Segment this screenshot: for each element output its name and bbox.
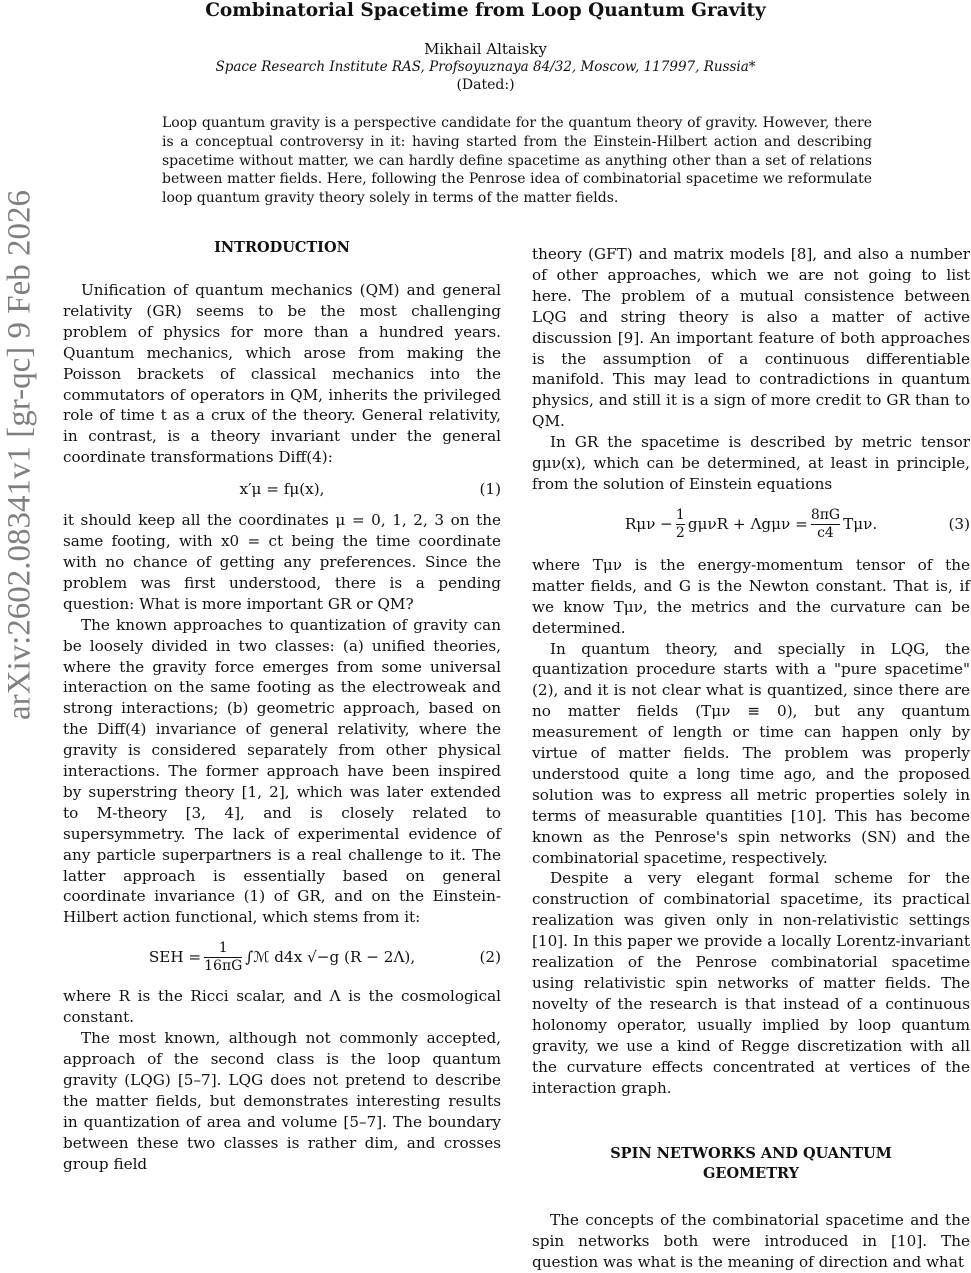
fraction-denominator: 16πG [204,957,243,974]
paragraph: where Tμν is the energy-momentum tensor of the matter fields, and G is the Newton constant. That is, if we know Tμν, the metrics and the curvature can be determined. [532,555,970,637]
right-column [532,244,970,1273]
paragraph: Despite a very elegant formal scheme for the construction of combinatorial spacetime, its practical realization was given only in non-relativistic settings [10]. In this paper we provide a locally Lorentz-invariant realization of the Penrose combinatorial spacetime using relativistic spin networks of matter fields. The novelty of the research is that instead of a continuous holonomy operator, usually implied by loop quantum gravity, we use a kind of Regge discretization with all the curvature effects concentrated at vertices of the interaction graph. [532,869,970,1097]
equation-middle: gμνR + Λgμν = [687,515,808,534]
fraction-numerator: 1 [675,507,685,524]
section-heading-introduction: INTRODUCTION [214,239,350,256]
equation-lhs: SEH = [148,947,202,966]
fraction-denominator: c4 [817,525,834,542]
paragraph: The known approaches to quantization of gravity can be loosely divided in two classes: (a) unified theories, where the gravity force emerges from some universal interaction on the same footing as the electroweak and strong interactions; (b) geometric approach, based on the Diff(4) invariance of general relativity, where the gravity is considered separately from other physical interactions. The former approach have been inspired by superstring theory [1, 2], which was later extended to M-theory [3, 4], and is closely related to supersymmetry. The lack of experimental evidence of any particle superpartners is a real challenge to it. The latter approach is essentially based on general coordinate invariance (1) of GR, and on the Einstein-Hilbert action functional, which stems from it: [63,615,501,927]
left-column [63,238,501,1174]
paragraph: The most known, although not commonly accepted, approach of the second class is the loop quantum gravity (LQG) [5–7]. LQG does not pretend to describe the matter fields, but demonstrates interesting results in quantization of area and volume [5–7]. The boundary between these two classes is rather dim, and crosses group field [63,1029,501,1173]
equation-rhs: ∫ℳ d4x √−g (R − 2Λ), [245,947,416,966]
equation-fraction [204,940,242,975]
fraction-denominator: 2 [675,525,685,542]
equation-number: (1) [479,479,501,498]
paragraph: theory (GFT) and matrix models [8], and also a number of other approaches, which we are not going to list here. The problem of a mutual consistence between LQG and string theory is also a matter of active discussion [9]. An important feature of both approaches is the assumption of a continuous differentiable manifold. This may lead to contradictions in quantum physics, and still it is a sign of more credit to GR than to QM. [532,245,970,431]
equation-body: x′μ = fμ(x), [239,479,325,498]
equation-rhs: Tμν. [843,515,878,534]
fraction-numerator: 8πG [810,507,841,524]
paragraph: Unification of quantum mechanics (QM) and general relativity (GR) seems to be the most challenging problem of physics for more than a hundred years. Quantum mechanics, which arose from making the Poisson brackets of classical mechanics into the commutators of operators in QM, inherits the privileged role of time t as a crux of the theory. General relativity, in contrast, is a theory invariant under the general coordinate transformations Diff(4): [63,281,501,467]
equation-lhs: Rμν − [624,515,673,534]
paragraph: where R is the Ricci scalar, and Λ is the cosmological constant. [63,987,501,1027]
abstract: Loop quantum gravity is a perspective candidate for the quantum theory of gravity. However, there is a conceptual controversy in it: having started from the Einstein-Hilbert action and describing spacetime without matter, we can hardly define spacetime as anything other than a set of relations between matter fields. Here, following the Penrose idea of combinatorial spacetime we reformulate loop quantum gravity theory solely in terms of the matter fields. [162,115,872,207]
equation-number: (2) [479,947,501,966]
dated-line: (Dated:) [456,77,515,93]
paragraph: In GR the spacetime is described by metric tensor gμν(x), which can be determined, at least in principle, from the solution of Einstein equations [532,433,970,493]
paper-title: Combinatorial Spacetime from Loop Quantum Gravity [205,0,766,21]
paragraph: The concepts of the combinatorial spacetime and the spin networks both were introduced in [10]. The question was what is the meaning of direction and what [532,1211,970,1272]
fraction-numerator: 1 [218,939,228,956]
arxiv-identifier: arXiv:2602.08341v1 [gr-qc] 9 Feb 2026 [1,190,38,720]
paragraph: it should keep all the coordinates μ = 0, 1, 2, 3 on the same footing, with x0 = ct being the time coordinate with no chance of getting any preferences. Since the problem was first understood, there is a pending question: What is more important GR or QM? [63,511,501,613]
section-heading-spin-networks: SPIN NETWORKS AND QUANTUM GEOMETRY [610,1145,892,1183]
equation-fraction-coupling [811,507,840,542]
equation-1 [63,468,501,510]
equation-fraction-half [676,507,685,542]
equation-number: (3) [948,515,970,534]
author-name: Mikhail Altaisky [424,40,547,58]
paper-header [0,0,971,94]
equation-3 [532,495,970,555]
author-affiliation: Space Research Institute RAS, Profsoyuznaya 84/32, Moscow, 117997, Russia* [215,59,756,75]
equation-2 [63,928,501,986]
paragraph: In quantum theory, and specially in LQG, the quantization procedure starts with a "pure spacetime" (2), and it is not clear what is quantized, since there are no matter fields (Tμν ≡ 0), but any quantum measurement of length or time can happen only by virtue of matter fields. The problem was properly understood quite a long time ago, and the proposed solution was to express all metric properties solely in terms of measurable quantities [10]. This has become known as the Penrose's spin networks (SN) and the combinatorial spacetime, respectively. [532,639,970,867]
